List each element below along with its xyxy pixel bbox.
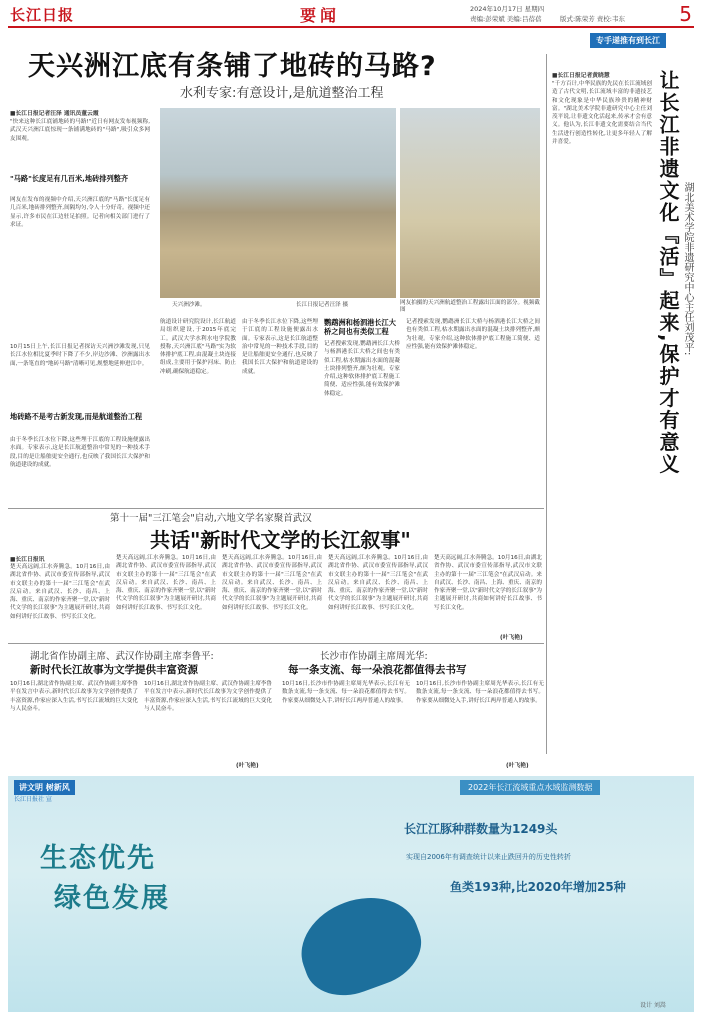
river-sandbar-photo xyxy=(160,108,396,298)
top-story-col1-para4: 由于冬季长江水位下降,这些埋于江底的工程设施便露出水面。专家表示,这是长江航道整治中常见的一种技术手段,目的是让船舶更安全通行,也反映了我国长江大保护和航道建设的成就。 xyxy=(10,437,150,468)
bottom-left-col1: 10月16日,湖北省作协副主席、武汉作协副主席李鲁平在发言中表示,新时代长江故事为文学创作提供了丰富资源,作家应深入生活,书写长江流域的巨大变化与人民奋斗。 xyxy=(10,681,138,712)
section-title: 要闻 xyxy=(300,6,341,25)
bottom-left-headline: 新时代长江故事为文学提供丰富资源 xyxy=(30,664,198,676)
page-number: 5 xyxy=(679,2,692,26)
top-story-col1-para2: 网友在发布的视频中介绍,天兴洲江底的"马路"长度足有几百米,地砖排列整齐,间隔均匀,令人十分好奇。视频中还显示,许多市民在江边驻足拍照。记者向相关部门进行了求证。 xyxy=(10,197,150,228)
right-column-headline: 让长江非遗文化『活』起来,保护才有意义 xyxy=(656,70,680,476)
bottom-mid-kicker: 长沙市作协副主席周光华: xyxy=(320,651,428,662)
bottom-left-kicker: 湖北省作协副主席、武汉作协副主席李鲁平: xyxy=(30,651,214,662)
mid-story-col2: 楚天高远阔,江水奔腾急。10月16日,由湖北省作协、武汉市委宣传部指导,武汉市文联主办的第十一届"三江笔会"在武汉启动。来自武汉、长沙、南昌、上海、重庆、南京的作家齐聚一堂,以"新时代文学的长江叙事"为主题展开研讨,共商如何讲好长江故事、书写长江文化。 xyxy=(116,555,216,611)
mid-story-col1: 楚天高远阔,江水奔腾急。10月16日,由湖北省作协、武汉市委宣传部指导,武汉市文联主办的第十一届"三江笔会"在武汉启动。来自武汉、长沙、南昌、上海、重庆、南京的作家齐聚一堂,以"新时代文学的长江叙事"为主题展开研讨,共商如何讲好长江故事、书写长江文化。 xyxy=(10,564,110,620)
top-story-col5: 记者搜索发现,鹦鹉洲长江大桥与杨泗港长江大桥之间也有类似工程,枯水期露出水面的混凝土块排列整齐,颇为壮观。专家介绍,这种软体排护底工程施工简便、适应性强,能有效保护滩体稳定。 xyxy=(406,319,540,350)
top-story-byline: ■长江日报记者汪泽 通讯员董云霞 xyxy=(10,111,99,117)
bottom-mid-headline: 每一条支流、每一朵浪花都值得去书写 xyxy=(288,664,467,676)
ad-subline: 实现自2006年有调查统计以来止跌回升的历史性转折 xyxy=(406,853,571,861)
right-column-body: "千方百计,中华民族的先民在长江流域创造了古代文明,长江流域丰富的非遗技艺和文化现象是中华民族珍贵的精神财富。"湖北美术学院非遗研究中心主任刘茂平说,让非遗文化活起来,传承才会有意义。他认为,长江非遗文化需要结合当代生活进行创造性转化,让更多年轻人了解并喜爱。 xyxy=(552,81,652,146)
ad-tag-sub: 长江日报社 宣 xyxy=(14,796,52,803)
editor-credits: 责编:彭荣斌 美编:吕蓓蓓 xyxy=(470,15,542,23)
column-divider xyxy=(546,54,547,754)
top-story-headline: 天兴洲江底有条铺了地砖的马路? xyxy=(28,51,437,82)
bottom-mid-col1: 10月16日,长沙市作协副主席周光华表示,长江有无数条支流,每一条支流、每一朵浪花都值得去书写。作家要从细微处入手,讲好长江两岸普通人的故事。 xyxy=(282,681,410,704)
right-byline: ■长江日报记者黄晓慧 xyxy=(552,73,610,79)
photo-caption-right: 网友拍摄的天兴洲航道整治工程露出江面的部分。视频截图 xyxy=(400,300,540,313)
top-story-subhead: 水利专家:有意设计,是航道整治工程 xyxy=(180,86,384,101)
mid-story-kicker: 第十一届"三江笔会"启动,六地文学名家聚首武汉 xyxy=(110,513,312,524)
mid-story-col4: 楚天高远阔,江水奔腾急。10月16日,由湖北省作协、武汉市委宣传部指导,武汉市文联主办的第十一届"三江笔会"在武汉启动。来自武汉、长沙、南昌、上海、重庆、南京的作家齐聚一堂,以"新时代文学的长江叙事"为主题展开研讨,共商如何讲好长江故事、书写长江文化。 xyxy=(328,555,428,611)
photo-caption-left: 天兴洲沙滩。 xyxy=(172,302,206,308)
top-story-subtitle-2: 地砖路不是考古新发现,而是航道整治工程 xyxy=(10,412,143,421)
ad-slogan-2: 绿色发展 xyxy=(54,883,170,914)
top-story-col4-title: 鹦鹉洲和杨泗港长江大桥之间也有类似工程 xyxy=(324,318,396,336)
mid-story-col5: 楚天高远阔,江水奔腾急。10月16日,由湖北省作协、武汉市委宣传部指导,武汉市文联主办的第十一届"三江笔会"在武汉启动。来自武汉、长沙、南昌、上海、重庆、南京的作家齐聚一堂,以"新时代文学的长江叙事"为主题展开研讨,共商如何讲好长江故事、书写长江文化。 xyxy=(434,555,542,611)
engineering-photo xyxy=(400,108,540,298)
design-credit: 设计 刘嵩 xyxy=(640,1002,666,1009)
mid-story-credit: (叶飞艳) xyxy=(500,635,523,641)
masthead-rule xyxy=(8,26,694,28)
ad-fish-line: 鱼类193种,比2020年增加25种 xyxy=(450,880,626,894)
top-story-lead: "快来这种长江底铺地砖的马路!"近日有网友发布视频称,武汉天兴洲江底惊现一条铺满地砖的"马路",吸引众多网友围观。 xyxy=(10,119,150,142)
section-divider xyxy=(8,508,544,509)
masthead-logo: 长江日报 xyxy=(10,6,75,24)
ad-banner: 2022年长江流域重点水域监测数据 xyxy=(460,780,600,795)
ad-finless-porpoise-line: 长江江豚种群数量为1249头 xyxy=(404,822,558,836)
top-story-col2: 航道设计研究院设计,长江航道局组织建设,于2015年底完工。武汉大学水利水电学院教授称,天兴洲江底"马路"实为软体排护底工程,由混凝土块连接组成,主要用于保护河床、防止冲刷,确保航道稳定。 xyxy=(160,319,236,375)
bottom-left-credit: (叶飞艳) xyxy=(236,763,259,769)
bottom-mid-credit: (叶飞艳) xyxy=(506,763,529,769)
sub-divider xyxy=(8,643,544,644)
top-story-col1-para3: 10月15日上午,长江日报记者探访天兴洲沙滩发现,只见长江水位相比夏季时下降了不少,岸边沙滩、沙洲露出水面,一条笔直的"地砖马路"清晰可见,规整地延伸进江中。 xyxy=(10,344,150,367)
top-story-col3: 由于冬季长江水位下降,这些埋于江底的工程设施便露出水面。专家表示,这是长江航道整治中常见的一种技术手段,目的是让船舶更安全通行,也反映了我国长江大保护和航道建设的成就。 xyxy=(242,319,318,375)
photo-credit: 长江日报记者汪泽 摄 xyxy=(296,302,349,308)
mid-story-byline: ■长江日报讯 xyxy=(10,557,45,563)
right-column-subhead: 湖北美术学院非遗研究中心主任刘茂平: xyxy=(682,182,693,356)
mid-story-headline: 共话"新时代文学的长江叙事" xyxy=(150,528,411,552)
proof-credits: 版式:陈荣芳 责校:韦东 xyxy=(560,15,625,23)
series-kicker: 专手递推有到长江 xyxy=(590,33,666,48)
top-story-subtitle-1: "马路"长度足有几百米,地砖排列整齐 xyxy=(10,174,129,183)
issue-date: 2024年10月17日 星期四 xyxy=(470,5,545,13)
ad-slogan-1: 生态优先 xyxy=(40,843,156,874)
mid-story-col3: 楚天高远阔,江水奔腾急。10月16日,由湖北省作协、武汉市委宣传部指导,武汉市文联主办的第十一届"三江笔会"在武汉启动。来自武汉、长沙、南昌、上海、重庆、南京的作家齐聚一堂,以"新时代文学的长江叙事"为主题展开研讨,共商如何讲好长江故事、书写长江文化。 xyxy=(222,555,322,611)
ad-tag: 讲文明 树新风 xyxy=(14,780,75,795)
top-story-col4-a: 记者搜索发现,鹦鹉洲长江大桥与杨泗港长江大桥之间也有类似工程,枯水期露出水面的混凝土块排列整齐,颇为壮观。专家介绍,这种软体排护底工程施工简便、适应性强,能有效保护滩体稳定。 xyxy=(324,341,400,397)
bottom-left-col2: 10月16日,湖北省作协副主席、武汉作协副主席李鲁平在发言中表示,新时代长江故事为文学创作提供了丰富资源,作家应深入生活,书写长江流域的巨大变化与人民奋斗。 xyxy=(144,681,272,712)
bottom-mid-col2: 10月16日,长沙市作协副主席周光华表示,长江有无数条支流,每一条支流、每一朵浪花都值得去书写。作家要从细微处入手,讲好长江两岸普通人的故事。 xyxy=(416,681,544,704)
